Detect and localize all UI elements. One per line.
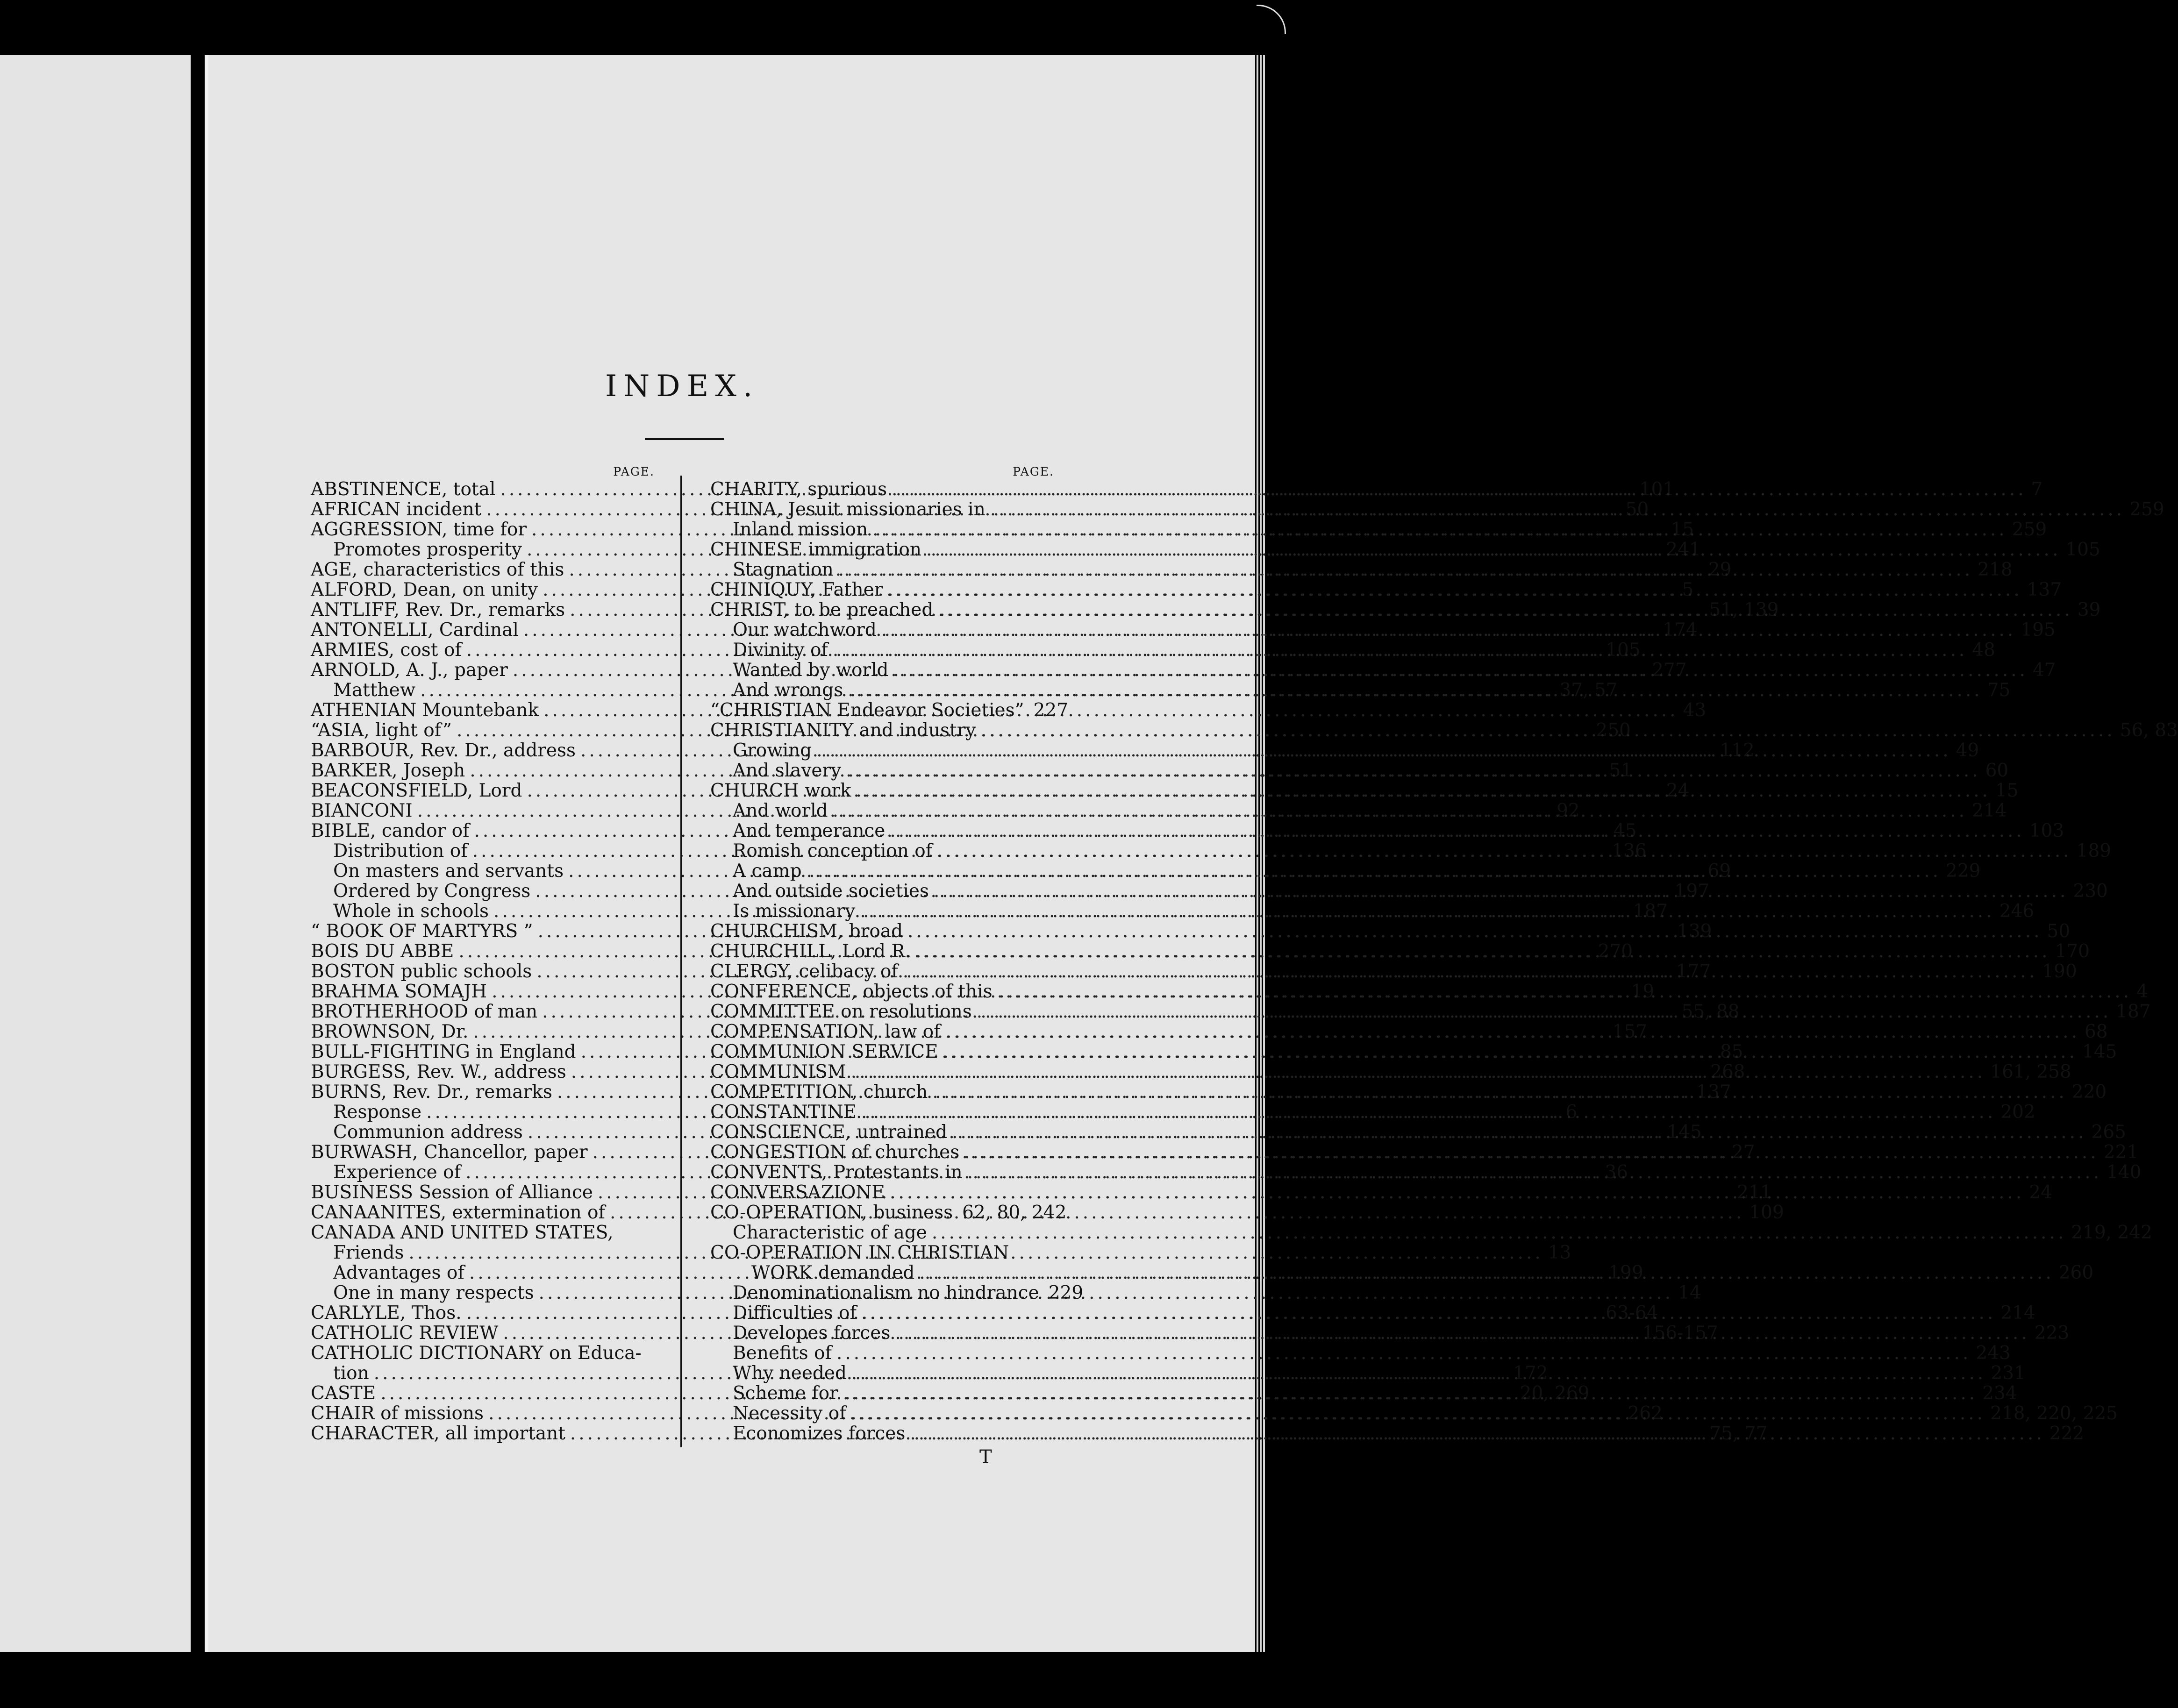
dot-leader bbox=[932, 1222, 2066, 1243]
signature-mark: T bbox=[979, 1446, 992, 1468]
entry-page-number: 103 bbox=[2029, 820, 2064, 841]
entry-page-number: 187 bbox=[1633, 901, 1668, 922]
entry-text: BOSTON public schools bbox=[311, 961, 532, 982]
entry-page-number: 214 bbox=[2000, 1302, 2035, 1324]
page-column-header: PAGE. bbox=[1013, 465, 1054, 478]
entry-page-number: 243 bbox=[1976, 1343, 2011, 1364]
entry-text: Stagnation bbox=[733, 559, 834, 580]
entry-text: BURNS, Rev. Dr., remarks bbox=[311, 1082, 552, 1103]
index-entry bbox=[710, 1222, 2152, 1243]
entry-page-number: 156-157 bbox=[1642, 1323, 1718, 1344]
index-entry bbox=[710, 1343, 2011, 1364]
entry-page-number: 219, 242 bbox=[2071, 1222, 2152, 1243]
entry-page-number: 145 bbox=[2082, 1041, 2117, 1062]
dot-leader bbox=[816, 740, 1951, 761]
entry-page-number: 190 bbox=[2042, 961, 2077, 982]
dot-leader bbox=[836, 1343, 1971, 1364]
entry-page-number: 270 bbox=[1598, 941, 1633, 962]
entry-page-number: 277 bbox=[1652, 660, 1687, 681]
entry-page-number: 177 bbox=[1676, 961, 1711, 982]
entry-page-number: 145 bbox=[1667, 1122, 1702, 1143]
dot-leader bbox=[843, 1383, 1978, 1404]
entry-text: And world bbox=[733, 800, 828, 821]
entry-text: CO-OPERATION IN CHRISTIAN bbox=[710, 1242, 1009, 1263]
entry-page-number: 24 bbox=[1666, 780, 1690, 801]
entry-page-number: 49 bbox=[1956, 740, 1979, 761]
entry-page-number: 56, 83 bbox=[2120, 720, 2178, 741]
index-entry bbox=[710, 1282, 1084, 1303]
title-rule bbox=[645, 438, 724, 440]
entry-page-number: 92 bbox=[1557, 800, 1580, 821]
dot-leader bbox=[907, 921, 2042, 942]
entry-text: Scheme for bbox=[733, 1383, 838, 1404]
entry-page-number: 223 bbox=[2034, 1323, 2070, 1344]
dot-leader bbox=[890, 820, 2024, 841]
entry-page-number: 231 bbox=[1991, 1363, 2026, 1384]
dot-leader bbox=[945, 1021, 2080, 1042]
entry-page-number: 197 bbox=[1674, 881, 1710, 902]
entry-page-number: 13 bbox=[1548, 1242, 1571, 1263]
entry-page-number: 260 bbox=[2058, 1262, 2094, 1283]
page-title: INDEX. bbox=[605, 369, 759, 404]
dot-leader bbox=[943, 1041, 2078, 1062]
entry-page-number: 105 bbox=[1606, 640, 1641, 661]
entry-page-number: 105 bbox=[2065, 539, 2100, 560]
dot-leader bbox=[539, 1282, 1673, 1303]
entry-page-number: 47 bbox=[2032, 660, 2056, 681]
entry-text: And outside societies bbox=[733, 881, 929, 902]
entry-text: Our watchword bbox=[733, 619, 877, 640]
dot-leader bbox=[910, 1423, 2044, 1444]
entry-page-number: 69 bbox=[1707, 861, 1731, 882]
dot-leader bbox=[915, 941, 2050, 962]
entry-page-number: 230 bbox=[2073, 881, 2108, 902]
entry-text: Whole in schools bbox=[333, 901, 489, 922]
dot-leader bbox=[838, 559, 1973, 580]
entry-page-number: 218, 220, 225 bbox=[1990, 1403, 2118, 1424]
entry-page-number: 241 bbox=[1666, 539, 1701, 560]
entry-text: Is missionary bbox=[733, 901, 856, 922]
entry-page-number: 214 bbox=[1972, 800, 2007, 821]
entry-page-number: 221 bbox=[2103, 1142, 2139, 1163]
dot-leader bbox=[851, 1061, 1985, 1082]
entry-text: Experience of bbox=[333, 1162, 461, 1183]
entry-text: Inland mission bbox=[733, 519, 868, 540]
entry-page-number: 7 bbox=[2031, 479, 2043, 500]
entry-text: BROWNSON, Dr. bbox=[311, 1021, 469, 1042]
entry-page-number: 15 bbox=[1995, 780, 2019, 801]
entry-text: Economizes forces bbox=[733, 1423, 906, 1444]
entry-text: ABSTINENCE, total bbox=[311, 479, 496, 500]
dot-leader bbox=[861, 1302, 1996, 1324]
entry-text: On masters and servants bbox=[333, 861, 564, 882]
index-entry bbox=[710, 1202, 1067, 1223]
entry-text: ALFORD, Dean, on unity bbox=[311, 579, 538, 600]
entry-text: CATHOLIC DICTIONARY on Educa- bbox=[311, 1343, 642, 1364]
entry-text: Distribution of bbox=[333, 840, 468, 861]
entry-text: Promotes prosperity bbox=[333, 539, 522, 560]
entry-text: COMPENSATION, law of bbox=[710, 1021, 941, 1042]
entry-page-number: 139 bbox=[1677, 921, 1712, 942]
entry-text: ANTONELLI, Cardinal bbox=[311, 619, 519, 640]
entry-page-number: 51 bbox=[1609, 760, 1633, 781]
entry-page-number: 19 bbox=[1631, 981, 1655, 1002]
entry-text: CHARITY, spurious bbox=[710, 479, 887, 500]
entry-text: BOIS DU ABBE bbox=[311, 941, 454, 962]
entry-text: CHINA, Jesuit missionaries in bbox=[710, 499, 985, 520]
entry-page-number: 55, 88 bbox=[1681, 1001, 1740, 1022]
entry-text: Response bbox=[333, 1102, 422, 1123]
entry-page-number: 227 bbox=[1033, 700, 1069, 721]
entry-page-number: 43 bbox=[1683, 700, 1707, 721]
entry-page-number: 262 bbox=[1628, 1403, 1663, 1424]
dot-leader bbox=[851, 1403, 1985, 1424]
entry-text: WORK demanded bbox=[751, 1262, 915, 1283]
entry-text: BIANCONI bbox=[311, 800, 413, 821]
entry-page-number: 218 bbox=[1978, 559, 2013, 580]
entry-page-number: 234 bbox=[1982, 1383, 2017, 1404]
entry-text: ARNOLD, A. J., paper bbox=[311, 660, 508, 681]
entry-page-number: 50 bbox=[1625, 499, 1649, 520]
dot-leader bbox=[848, 680, 1982, 701]
dot-leader bbox=[833, 800, 1967, 821]
entry-text: Romish conception of bbox=[733, 840, 933, 861]
dot-leader bbox=[977, 1001, 2111, 1022]
dot-leader bbox=[952, 1122, 2086, 1143]
entry-text: CANAANITES, extermination of bbox=[311, 1202, 605, 1223]
entry-page-number: 62, 80, 242 bbox=[962, 1202, 1067, 1223]
entry-page-number: 39 bbox=[2077, 599, 2101, 620]
entry-page-number: 50 bbox=[2047, 921, 2071, 942]
entry-page-number: 211 bbox=[1737, 1182, 1772, 1203]
entry-page-number: 172 bbox=[1513, 1363, 1548, 1384]
dot-leader bbox=[934, 881, 2068, 902]
entry-text: Wanted by world bbox=[733, 660, 889, 681]
dot-leader bbox=[937, 840, 2071, 861]
entry-text: ATHENIAN Mountebank bbox=[311, 700, 539, 721]
entry-page-number: 229 bbox=[1048, 1282, 1084, 1303]
entry-page-number: 36 bbox=[1605, 1162, 1628, 1183]
entry-text: CHRISTIANITY and industry bbox=[710, 720, 976, 741]
entry-page-number: 37, 57 bbox=[1559, 680, 1618, 701]
index-entry bbox=[710, 1242, 1056, 1262]
entry-text: And temperance bbox=[733, 820, 885, 841]
entry-text: BUSINESS Session of Alliance bbox=[311, 1182, 593, 1203]
entry-text: CASTE bbox=[311, 1383, 376, 1404]
dot-leader bbox=[938, 599, 2072, 620]
entry-text: CO-OPERATION, business bbox=[710, 1202, 953, 1223]
entry-text: AFRICAN incident bbox=[311, 499, 482, 520]
entry-page-number: 136 bbox=[1612, 840, 1647, 861]
entry-text: CONVENTS, Protestants in bbox=[710, 1162, 963, 1183]
entry-text: Necessity of bbox=[733, 1403, 846, 1424]
dot-leader bbox=[851, 1363, 1986, 1384]
entry-text: CARLYLE, Thos. bbox=[311, 1302, 462, 1324]
entry-page-number: 259 bbox=[2012, 519, 2047, 540]
dot-leader bbox=[980, 720, 2115, 741]
entry-page-number: 161, 258 bbox=[1990, 1061, 2071, 1082]
entry-text: BIBLE, candor of bbox=[311, 820, 470, 841]
dot-leader bbox=[807, 861, 1941, 882]
entry-text: BULL-FIGHTING in England bbox=[311, 1041, 576, 1062]
page-column-header: PAGE. bbox=[613, 465, 655, 478]
previous-page-edge bbox=[0, 55, 191, 1652]
entry-page-number: 220 bbox=[2071, 1082, 2107, 1103]
entry-page-number: 101 bbox=[1639, 479, 1675, 500]
dot-leader bbox=[926, 539, 2061, 560]
entry-page-number: 229 bbox=[1946, 861, 1981, 882]
entry-text: BARBOUR, Rev. Dr., address bbox=[311, 740, 576, 761]
entry-text: tion bbox=[333, 1363, 369, 1384]
entry-text: CHRIST, to be preached bbox=[710, 599, 934, 620]
dot-leader bbox=[856, 780, 1990, 801]
index-entry bbox=[710, 579, 2062, 600]
entry-page-number: 174 bbox=[1663, 619, 1698, 640]
entry-page-number: 137 bbox=[2027, 579, 2062, 600]
index-entry bbox=[710, 700, 1069, 721]
entry-page-number: 24 bbox=[2029, 1182, 2052, 1203]
entry-page-number: 75 bbox=[1987, 680, 2011, 701]
entry-text: “CHRISTIAN Endeavor Societies” bbox=[710, 700, 1024, 721]
entry-text: Benefits of bbox=[733, 1343, 832, 1364]
entry-text: CONGESTION of churches bbox=[710, 1142, 960, 1163]
entry-text: Growing bbox=[733, 740, 812, 761]
entry-page-number: 15 bbox=[1671, 519, 1694, 540]
entry-page-number: 202 bbox=[2000, 1102, 2035, 1123]
entry-text: Ordered by Congress bbox=[333, 881, 531, 902]
entry-text: “ BOOK OF MARTYRS ” bbox=[311, 921, 533, 942]
entry-page-number: 75, 77 bbox=[1709, 1423, 1768, 1444]
entry-text: CHAIR of missions bbox=[311, 1403, 484, 1424]
dot-leader bbox=[967, 1162, 2102, 1183]
entry-text: BURWASH, Chancellor, paper bbox=[311, 1142, 588, 1163]
entry-text: Characteristic of age bbox=[733, 1222, 927, 1243]
entry-text: COMMUNION SERVICE bbox=[710, 1041, 938, 1062]
entry-text: Communion address bbox=[333, 1122, 523, 1143]
entry-text: CHARACTER, all important bbox=[311, 1423, 565, 1444]
entry-page-number: 6 bbox=[1565, 1102, 1578, 1123]
entry-page-number: 189 bbox=[2076, 840, 2112, 861]
dot-leader bbox=[919, 1262, 2054, 1283]
dot-leader bbox=[997, 981, 2132, 1002]
dot-leader bbox=[932, 1082, 2067, 1103]
dot-leader bbox=[872, 519, 2007, 540]
entry-text: Developes forces bbox=[733, 1323, 891, 1344]
entry-page-number: 265 bbox=[2091, 1122, 2126, 1143]
dot-leader bbox=[893, 660, 2028, 681]
entry-text: BURGESS, Rev. W., address bbox=[311, 1061, 566, 1082]
dot-leader bbox=[990, 499, 2125, 520]
entry-page-number: 51, 139 bbox=[1709, 599, 1779, 620]
entry-page-number: 112 bbox=[1720, 740, 1755, 761]
entry-text: CONSTANTINE bbox=[710, 1102, 857, 1123]
entry-page-number: 250 bbox=[1596, 720, 1631, 741]
dot-leader bbox=[895, 1323, 2029, 1344]
entry-page-number: 109 bbox=[1749, 1202, 1784, 1223]
dot-leader bbox=[903, 961, 2037, 982]
entry-page-number: 157 bbox=[1612, 1021, 1648, 1042]
entry-text: A camp bbox=[733, 861, 802, 882]
entry-page-number: 27 bbox=[1732, 1142, 1755, 1163]
entry-page-number: 268 bbox=[1710, 1061, 1745, 1082]
entry-text: And wrongs bbox=[733, 680, 843, 701]
entry-page-number: 170 bbox=[2055, 941, 2090, 962]
entry-page-number: 60 bbox=[1985, 760, 2009, 781]
index-entry bbox=[311, 1222, 657, 1242]
entry-page-number: 4 bbox=[2136, 981, 2148, 1002]
dot-leader bbox=[892, 479, 2026, 500]
entry-page-number: 199 bbox=[1608, 1262, 1643, 1283]
entry-text: BEACONSFIELD, Lord bbox=[311, 780, 522, 801]
entry-text: CONFERENCE, objects of this bbox=[710, 981, 993, 1002]
entry-page-number: 140 bbox=[2107, 1162, 2142, 1183]
entry-text: Difficulties of bbox=[733, 1302, 857, 1324]
entry-page-number: 137 bbox=[1696, 1082, 1731, 1103]
dot-leader bbox=[887, 579, 2022, 600]
entry-text: AGE, characteristics of this bbox=[311, 559, 564, 580]
entry-text: CATHOLIC REVIEW bbox=[311, 1323, 499, 1344]
dot-leader bbox=[881, 619, 2016, 640]
dot-leader bbox=[861, 1102, 1996, 1123]
dot-leader bbox=[860, 901, 1994, 922]
entry-text: And slavery bbox=[733, 760, 842, 781]
entry-text: ANTLIFF, Rev. Dr., remarks bbox=[311, 599, 565, 620]
entry-text: COMPETITION, church bbox=[710, 1082, 928, 1103]
entry-page-number: 14 bbox=[1678, 1282, 1701, 1303]
column-divider bbox=[680, 476, 682, 1447]
entry-text: CLERGY, celibacy of bbox=[710, 961, 898, 982]
entry-text: One in many respects bbox=[333, 1282, 534, 1303]
entry-page-number: 48 bbox=[1972, 640, 1995, 661]
entry-text: Friends bbox=[333, 1242, 404, 1263]
entry-page-number: 187 bbox=[2116, 1001, 2151, 1022]
entry-text: AGGRESSION, time for bbox=[311, 519, 527, 540]
entry-text: BROTHERHOOD of man bbox=[311, 1001, 538, 1022]
dot-leader bbox=[964, 1142, 2099, 1163]
entry-page-number: 259 bbox=[2129, 499, 2164, 520]
entry-text: Denominationalism no hindrance bbox=[733, 1282, 1039, 1303]
dot-leader bbox=[846, 760, 1980, 781]
entry-page-number: 63-64 bbox=[1606, 1302, 1658, 1324]
entry-page-number: 68 bbox=[2084, 1021, 2108, 1042]
entry-text: BARKER, Joseph bbox=[311, 760, 465, 781]
entry-text: Why needed bbox=[733, 1363, 847, 1384]
entry-text: CHURCHISM, broad bbox=[710, 921, 903, 942]
entry-text: ARMIES, cost of bbox=[311, 640, 462, 661]
entry-page-number: 85 bbox=[1720, 1041, 1743, 1062]
entry-text: Matthew bbox=[333, 680, 416, 701]
entry-page-number: 45 bbox=[1613, 820, 1637, 841]
entry-text: COMMITTEE on resolutions bbox=[710, 1001, 972, 1022]
dot-leader bbox=[890, 1182, 2024, 1203]
entry-text: CHINESE immigration bbox=[710, 539, 921, 560]
entry-text: CONVERSAZIONE bbox=[710, 1182, 885, 1203]
entry-page-number: 195 bbox=[2021, 619, 2056, 640]
entry-text: COMMUNISM bbox=[710, 1061, 846, 1082]
entry-text: CHINIQUY, Father bbox=[710, 579, 883, 600]
index-entry bbox=[311, 1343, 657, 1363]
entry-page-number: 222 bbox=[2049, 1423, 2085, 1444]
entry-text: “ASIA, light of” bbox=[311, 720, 452, 741]
index-entry bbox=[710, 1102, 2035, 1123]
entry-page-number: 20, 269 bbox=[1520, 1383, 1590, 1404]
entry-text: BRAHMA SOMAJH bbox=[311, 981, 487, 1002]
entry-text: CHURCHILL, Lord R. bbox=[710, 941, 911, 962]
entry-page-number: 246 bbox=[1999, 901, 2035, 922]
entry-text: CHURCH work bbox=[710, 780, 851, 801]
entry-page-number: 29 bbox=[1708, 559, 1732, 580]
entry-text: CANADA AND UNITED STATES, bbox=[311, 1222, 614, 1243]
dot-leader bbox=[833, 640, 1967, 661]
entry-text: Advantages of bbox=[333, 1262, 464, 1283]
entry-text: Divinity of bbox=[733, 640, 828, 661]
scan-corner-mark bbox=[1257, 5, 1286, 34]
entry-text: CONSCIENCE, untrained bbox=[710, 1122, 948, 1143]
entry-page-number: 5 bbox=[1682, 579, 1694, 600]
